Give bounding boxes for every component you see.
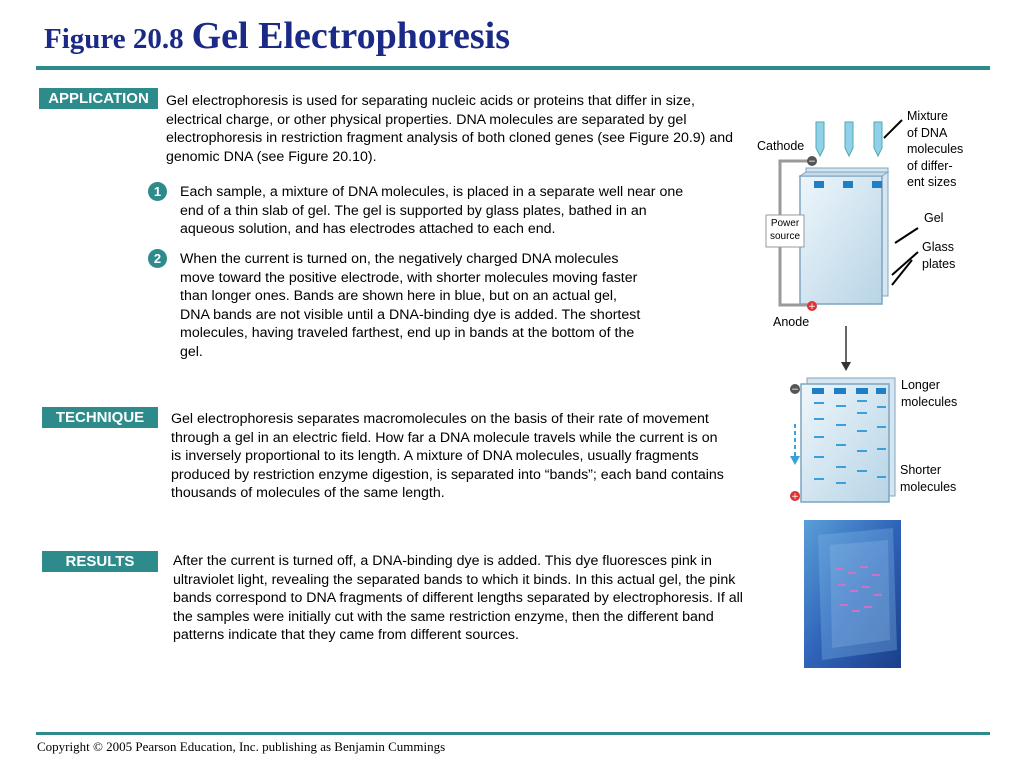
- step-1-badge: 1: [148, 182, 167, 201]
- glass-plates-label: Glass plates: [922, 240, 956, 271]
- pipette-icons: [816, 122, 882, 156]
- power-source-label: Power source: [769, 218, 800, 242]
- gel-cathode-sign: −: [791, 385, 799, 395]
- gel-bands-illustration: [790, 378, 895, 502]
- anode-label: Anode: [773, 315, 810, 329]
- figure-number: Figure 20.8: [44, 23, 184, 55]
- gel-label: Gel: [924, 211, 944, 225]
- results-text: After the current is turned off, a DNA-binding dye is added. This dye fluoresces pink in ultraviolet light, revealing the separated bands to which it binds. In this actual gel, the pink bands correspond to DNA fragments of different lengths separated by electrophoresis. If all the samples were initially cut with the same restriction enzyme, then the different band patterns indicate that they came from different sources.: [173, 553, 743, 644]
- longer-molecules-label: Longer molecules: [901, 378, 958, 409]
- figure-title: Gel Electrophoresis: [191, 15, 511, 57]
- cathode-sign: −: [808, 157, 816, 167]
- copyright-text: Copyright © 2005 Pearson Education, Inc. publishing as Benjamin Cummings: [37, 739, 446, 754]
- shorter-molecules-label: Shorter molecules: [900, 463, 957, 494]
- cathode-label: Cathode: [757, 139, 805, 153]
- results-label: RESULTS: [42, 551, 158, 572]
- step-1-text: Each sample, a mixture of DNA molecules, is placed in a separate well near one end of a thin slab of gel. The gel is supported by glass plates, bathed in an aqueous solution, and has electrodes attached to each end.: [180, 184, 684, 238]
- step-2-badge: 2: [148, 249, 167, 268]
- application-text: Gel electrophoresis is used for separating nucleic acids or proteins that differ in size, electrical charge, or other physical properties. DNA molecules are separated by gel electrophoresis in restriction fragment analysis of both cloned genes (see Figure 20.9) and genomic DNA (see Figure 20.10).: [166, 93, 734, 165]
- bottom-rule: [36, 732, 990, 735]
- step-2-text: When the current is turned on, the negatively charged DNA molecules move toward the positive electrode, with shorter molecules moving faster than longer ones. Bands are shown here in blue, but on an actual gel, DNA bands are not visible until a DNA-binding dye is added. The shortest molecules, having traveled farthest, end up in bands at the bottom of the gel.: [180, 251, 641, 360]
- gel-photograph: [804, 520, 901, 668]
- mixture-label: Mixture of DNA molecules of differ- ent sizes: [907, 109, 964, 189]
- technique-text: Gel electrophoresis separates macromolecules on the basis of their rate of movement through a gel in an electric field. How far a DNA molecule travels while the current is on is inversely proportional to its length. A mixture of DNA molecules, usually fragments produced by restriction enzyme digestion, is separated into “bands”; each band contains thousands of molecules of the same length.: [171, 411, 724, 502]
- gel-anode-sign: +: [791, 492, 799, 502]
- application-label: APPLICATION: [39, 88, 158, 109]
- technique-label: TECHNIQUE: [42, 407, 158, 428]
- anode-sign: +: [808, 302, 816, 312]
